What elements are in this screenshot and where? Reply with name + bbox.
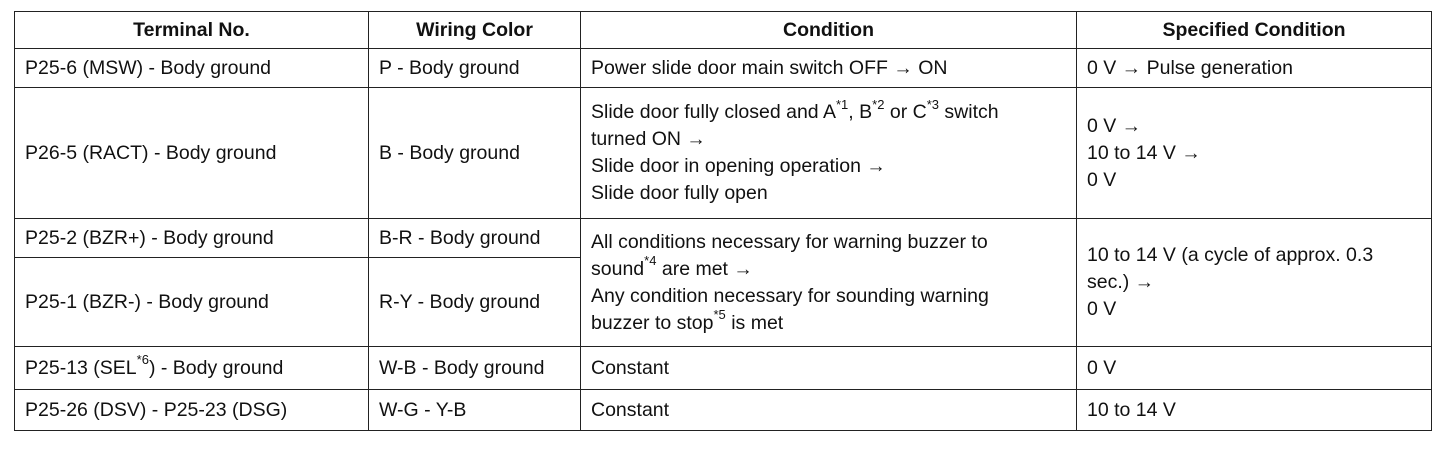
condition-cell <box>581 88 1077 219</box>
wiring-cell: W-B - Body ground <box>369 347 581 390</box>
specified-line: 0 V → <box>1087 114 1142 137</box>
specified-line: 10 to 14 V (a cycle of approx. 0.3 <box>1087 244 1374 266</box>
terminal-cell: P25-2 (BZR+) - Body ground <box>15 219 369 258</box>
terminal-cell: P25-6 (MSW) - Body ground <box>15 49 369 88</box>
condition-line: sound$^{*4}$ are met → <box>591 253 753 280</box>
condition-line: All conditions necessary for warning buzzer to <box>591 230 988 253</box>
condition-line: Slide door fully closed and $A^{*1}$, $B^{*2}$ or $C^{*3}$ switch <box>591 96 999 123</box>
header-wiring-color: Wiring Color <box>369 12 581 49</box>
table-row <box>15 88 1432 219</box>
terminal-cell: P25-13 (SEL$^{*6}$) - Body ground <box>15 347 369 390</box>
table-row <box>15 49 1432 88</box>
wiring-cell: W-G - Y-B <box>369 390 581 431</box>
specified-cell <box>1077 88 1432 219</box>
wiring-cell: P - Body ground <box>369 49 581 88</box>
header-row <box>15 12 1432 49</box>
table-row <box>15 219 1432 258</box>
terminal-cell: P25-26 (DSV) - P25-23 (DSG) <box>15 390 369 431</box>
table-row <box>15 347 1432 390</box>
specified-line: 0 V <box>1087 168 1117 191</box>
specified-cell: 0 V → Pulse generation <box>1077 49 1432 88</box>
condition-cell <box>581 219 1077 347</box>
specified-line: 0 V <box>1087 298 1117 320</box>
specified-line: sec.) → <box>1087 271 1155 293</box>
terminal-table <box>14 11 1432 431</box>
header-condition: Condition <box>581 12 1077 49</box>
header-terminal-no: Terminal No. <box>15 12 369 49</box>
terminal-cell: P25-1 (BZR-) - Body ground <box>15 258 369 347</box>
specified-cell: 10 to 14 V <box>1077 390 1432 431</box>
condition-line: turned ON → <box>591 128 706 150</box>
table-row <box>15 390 1432 431</box>
wiring-cell: B - Body ground <box>369 88 581 219</box>
condition-line: Any condition necessary for sounding warning <box>591 284 989 307</box>
condition-cell: Constant <box>581 347 1077 390</box>
condition-line: Slide door in opening operation → <box>591 155 886 177</box>
terminal-cell: P26-5 (RACT) - Body ground <box>15 88 369 219</box>
wiring-cell: B-R - Body ground <box>369 219 581 258</box>
specified-line: 10 to 14 V → <box>1087 141 1201 164</box>
condition-line: buzzer to stop$^{*5}$ is met <box>591 307 784 334</box>
condition-line: Slide door fully open <box>591 182 768 204</box>
condition-cell: Power slide door main switch OFF → ON <box>581 49 1077 88</box>
specified-cell: 0 V <box>1077 347 1432 390</box>
wiring-cell: R-Y - Body ground <box>369 258 581 347</box>
specified-cell <box>1077 219 1432 347</box>
condition-cell: Constant <box>581 390 1077 431</box>
header-specified-condition: Specified Condition <box>1077 12 1432 49</box>
